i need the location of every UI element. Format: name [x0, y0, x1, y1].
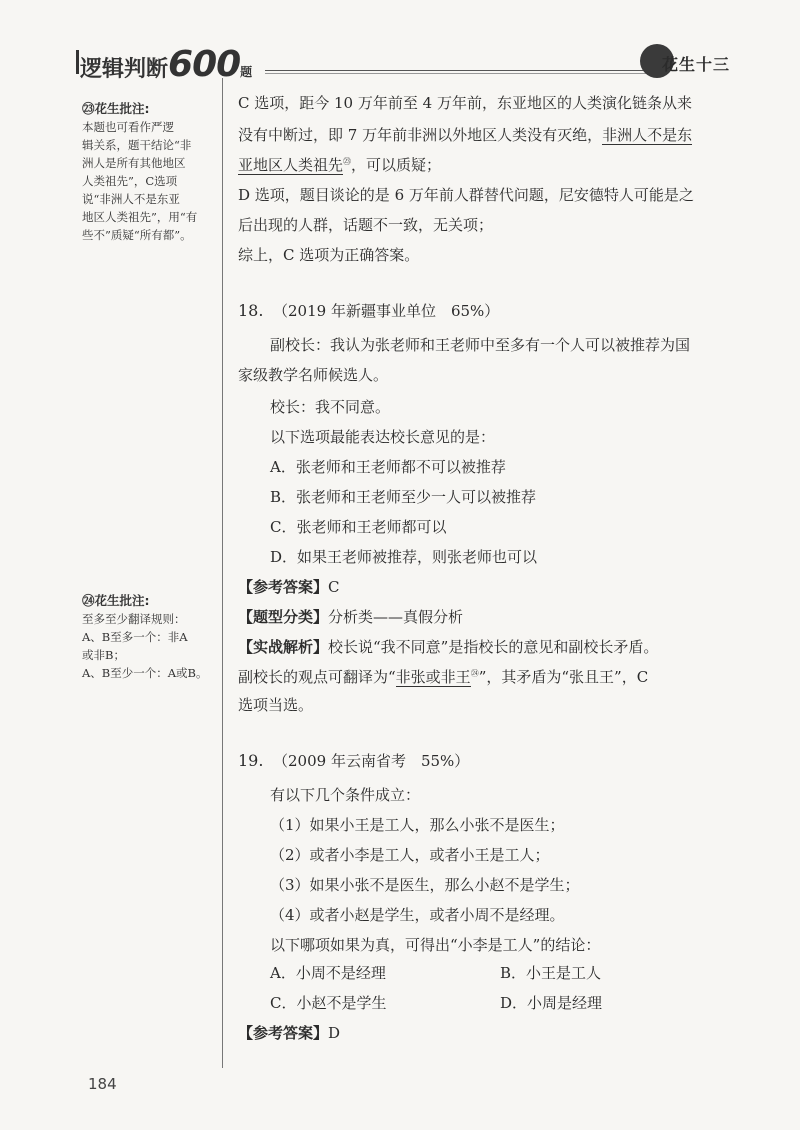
condition: （4）或者小赵是学生，或者小周不是经理。	[270, 906, 565, 924]
answer-line: 【参考答案】C	[238, 578, 340, 596]
option-c: C．张老师和王老师都可以	[270, 518, 447, 536]
question-heading: 19. （2009 年云南省考 55%）	[238, 751, 470, 770]
note-line: A、B至多一个：非A	[82, 630, 188, 644]
text-line: D 选项，题目谈论的是 6 万年前人群替代问题，尼安德特人可能是之	[238, 186, 694, 204]
answer-line: 【参考答案】D	[238, 1024, 341, 1042]
underlined-text: 亚地区人类祖先	[238, 156, 344, 174]
book-title: 逻辑判断600题	[80, 44, 253, 85]
question-heading: 18. （2019 年新疆事业单位 65%）	[238, 301, 500, 320]
page-number: 184	[88, 1075, 117, 1093]
note-line: 地区人类祖先”，用“有	[82, 210, 198, 224]
text-line: 没有中断过，即 7 万年前非洲以外地区人类没有灭绝，非洲人不是东	[238, 126, 693, 144]
sidebar-note-23	[82, 100, 217, 244]
underlined-text: 非张或非王	[395, 668, 471, 686]
brand-logo	[640, 44, 730, 78]
note-line: 辑关系，题干结论“非	[82, 138, 192, 152]
question-prompt: 以下哪项如果为真，可得出“小李是工人”的结论：	[270, 936, 601, 954]
question-stem: 校长：我不同意。	[270, 398, 391, 416]
condition: （2）或者小李是工人，或者小王是工人；	[270, 846, 550, 864]
note-title: ㉔花生批注:	[82, 593, 150, 608]
analysis-line: 【实战解析】校长说“我不同意”是指校长的意见和副校长矛盾。	[238, 638, 659, 656]
margin-divider	[222, 78, 223, 1068]
text-line: C 选项，距今 10 万年前至 4 万年前，东亚地区的人类演化链条从来	[238, 94, 692, 112]
note-line: 或非B；	[82, 648, 125, 662]
header-bar	[76, 50, 79, 74]
header-rule-2	[265, 73, 665, 74]
analysis-line: 选项当选。	[238, 696, 314, 714]
condition: （1）如果小王是工人，那么小张不是医生；	[270, 816, 565, 834]
type-line: 【题型分类】分析类——真假分析	[238, 608, 464, 626]
answer-value: D	[328, 1024, 341, 1042]
note-line: 说“非洲人不是东亚	[82, 192, 180, 206]
note-line: A、B至少一个：A或B。	[82, 666, 208, 680]
text-line: 后出现的人群，话题不一致，无关项；	[238, 216, 494, 234]
question-stem: 家级教学名师候选人。	[238, 366, 389, 384]
option-b: B．张老师和王老师至少一人可以被推荐	[270, 488, 537, 506]
note-line: 些不”质疑“所有都”。	[82, 228, 192, 242]
question-stem: 副校长：我认为张老师和王老师中至多有一个人可以被推荐为国	[270, 336, 691, 354]
note-title: ㉓花生批注:	[82, 101, 150, 116]
answer-value: C	[328, 578, 340, 596]
underlined-text: 非洲人不是东	[602, 126, 693, 144]
question-prompt: 以下选项最能表达校长意见的是：	[270, 428, 496, 446]
brand-name: 花生十三	[662, 55, 731, 74]
footnote-marker: ㉓	[343, 157, 352, 166]
analysis-line: 副校长的观点可翻译为“非张或非王$^㉔$”，其矛盾为“张且王”，C	[238, 668, 649, 686]
footnote-marker: ㉔	[470, 669, 479, 678]
condition: （3）如果小张不是医生，那么小赵不是学生；	[270, 876, 580, 894]
note-line: 人类祖先”，C选项	[82, 174, 178, 188]
note-line: 至多至少翻译规则：	[82, 612, 186, 626]
sidebar-note-24	[82, 592, 217, 682]
option-d: D．如果王老师被推荐，则张老师也可以	[270, 548, 538, 566]
note-line: 洲人是所有其他地区	[82, 156, 186, 170]
option-a: A．张老师和王老师都不可以被推荐	[270, 458, 506, 476]
header-rule	[265, 70, 665, 71]
text-line: 综上，C 选项为正确答案。	[238, 246, 420, 264]
option-d: D．小周是经理	[500, 994, 603, 1012]
option-b: B．小王是工人	[500, 964, 602, 982]
option-c: C．小赵不是学生	[270, 994, 387, 1012]
text-line: 亚地区人类祖先$^㉓$，可以质疑；	[238, 156, 442, 174]
option-a: A．小周不是经理	[270, 964, 386, 982]
question-stem: 有以下几个条件成立：	[270, 786, 421, 804]
note-line: 本题也可看作严逻	[82, 120, 174, 134]
